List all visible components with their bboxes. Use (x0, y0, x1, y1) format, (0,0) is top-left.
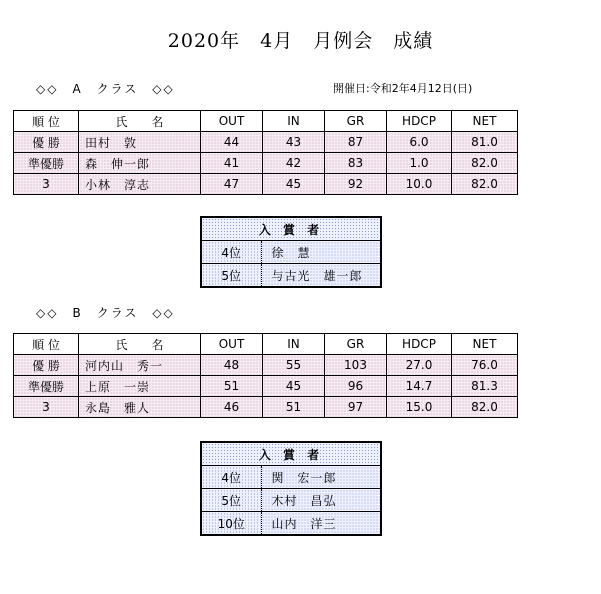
prize-name: 関 宏一郎 (261, 466, 381, 489)
class-b-results-table (13, 333, 518, 418)
prize-place: 4位 (201, 241, 261, 264)
table-header-row (14, 334, 518, 355)
prize-place: 4位 (201, 466, 261, 489)
class-a-prize-table (200, 216, 382, 288)
col-net: NET (452, 334, 518, 355)
name-cell: 永島 雅人 (79, 397, 201, 418)
table-row (14, 355, 518, 376)
name-cell: 上原 一崇 (79, 376, 201, 397)
rank-cell: 準優勝 (14, 376, 79, 397)
list-item (201, 489, 381, 512)
col-hdcp: HDCP (387, 334, 452, 355)
rank-cell: 優 勝 (14, 132, 79, 153)
hdcp-cell: 14.7 (387, 376, 452, 397)
hdcp-cell: 27.0 (387, 355, 452, 376)
prize-place: 5位 (201, 489, 261, 512)
event-date: 開催日:令和2年4月12日(日) (333, 82, 473, 95)
name-cell: 田村 敦 (79, 132, 201, 153)
name-cell: 河内山 秀一 (79, 355, 201, 376)
class-a-label: ◇◇ A クラス ◇◇ (36, 82, 175, 96)
prize-name: 徐 慧 (261, 241, 381, 264)
out-cell: 41 (201, 153, 263, 174)
list-item (201, 466, 381, 489)
col-rank: 順 位 (14, 334, 79, 355)
in-cell: 42 (263, 153, 325, 174)
net-cell: 82.0 (452, 153, 518, 174)
list-item (201, 512, 381, 536)
gr-cell: 103 (325, 355, 387, 376)
hdcp-cell: 15.0 (387, 397, 452, 418)
prize-name: 山内 洋三 (261, 512, 381, 536)
col-net: NET (452, 111, 518, 132)
class-b-prize-table (200, 441, 382, 536)
net-cell: 81.0 (452, 132, 518, 153)
gr-cell: 92 (325, 174, 387, 195)
rank-cell: 3 (14, 174, 79, 195)
prize-place: 5位 (201, 264, 261, 288)
table-row (14, 174, 518, 195)
col-out: OUT (201, 334, 263, 355)
gr-cell: 97 (325, 397, 387, 418)
out-cell: 46 (201, 397, 263, 418)
in-cell: 43 (263, 132, 325, 153)
rank-cell: 優 勝 (14, 355, 79, 376)
gr-cell: 96 (325, 376, 387, 397)
class-b-label: ◇◇ B クラス ◇◇ (36, 306, 175, 320)
col-name: 氏 名 (79, 334, 201, 355)
col-hdcp: HDCP (387, 111, 452, 132)
col-in: IN (263, 334, 325, 355)
col-gr: GR (325, 334, 387, 355)
net-cell: 76.0 (452, 355, 518, 376)
out-cell: 48 (201, 355, 263, 376)
hdcp-cell: 10.0 (387, 174, 452, 195)
table-row (14, 376, 518, 397)
in-cell: 51 (263, 397, 325, 418)
list-item (201, 241, 381, 264)
rank-cell: 3 (14, 397, 79, 418)
hdcp-cell: 1.0 (387, 153, 452, 174)
table-header-row (14, 111, 518, 132)
col-name: 氏 名 (79, 111, 201, 132)
out-cell: 44 (201, 132, 263, 153)
out-cell: 47 (201, 174, 263, 195)
prize-header: 入 賞 者 (201, 217, 381, 241)
col-gr: GR (325, 111, 387, 132)
list-item (201, 264, 381, 288)
net-cell: 81.3 (452, 376, 518, 397)
table-row (14, 397, 518, 418)
name-cell: 森 伸一郎 (79, 153, 201, 174)
class-a-results-table (13, 110, 518, 195)
hdcp-cell: 6.0 (387, 132, 452, 153)
in-cell: 45 (263, 376, 325, 397)
name-cell: 小林 淳志 (79, 174, 201, 195)
prize-place: 10位 (201, 512, 261, 536)
prize-name: 木村 昌弘 (261, 489, 381, 512)
prize-name: 与古光 雄一郎 (261, 264, 381, 288)
table-row (14, 153, 518, 174)
page-title: 2020年 4月 月例会 成績 (167, 30, 434, 52)
prize-header: 入 賞 者 (201, 442, 381, 466)
rank-cell: 準優勝 (14, 153, 79, 174)
col-out: OUT (201, 111, 263, 132)
out-cell: 51 (201, 376, 263, 397)
gr-cell: 83 (325, 153, 387, 174)
table-row (14, 132, 518, 153)
in-cell: 45 (263, 174, 325, 195)
in-cell: 55 (263, 355, 325, 376)
net-cell: 82.0 (452, 174, 518, 195)
col-in: IN (263, 111, 325, 132)
col-rank: 順 位 (14, 111, 79, 132)
gr-cell: 87 (325, 132, 387, 153)
net-cell: 82.0 (452, 397, 518, 418)
